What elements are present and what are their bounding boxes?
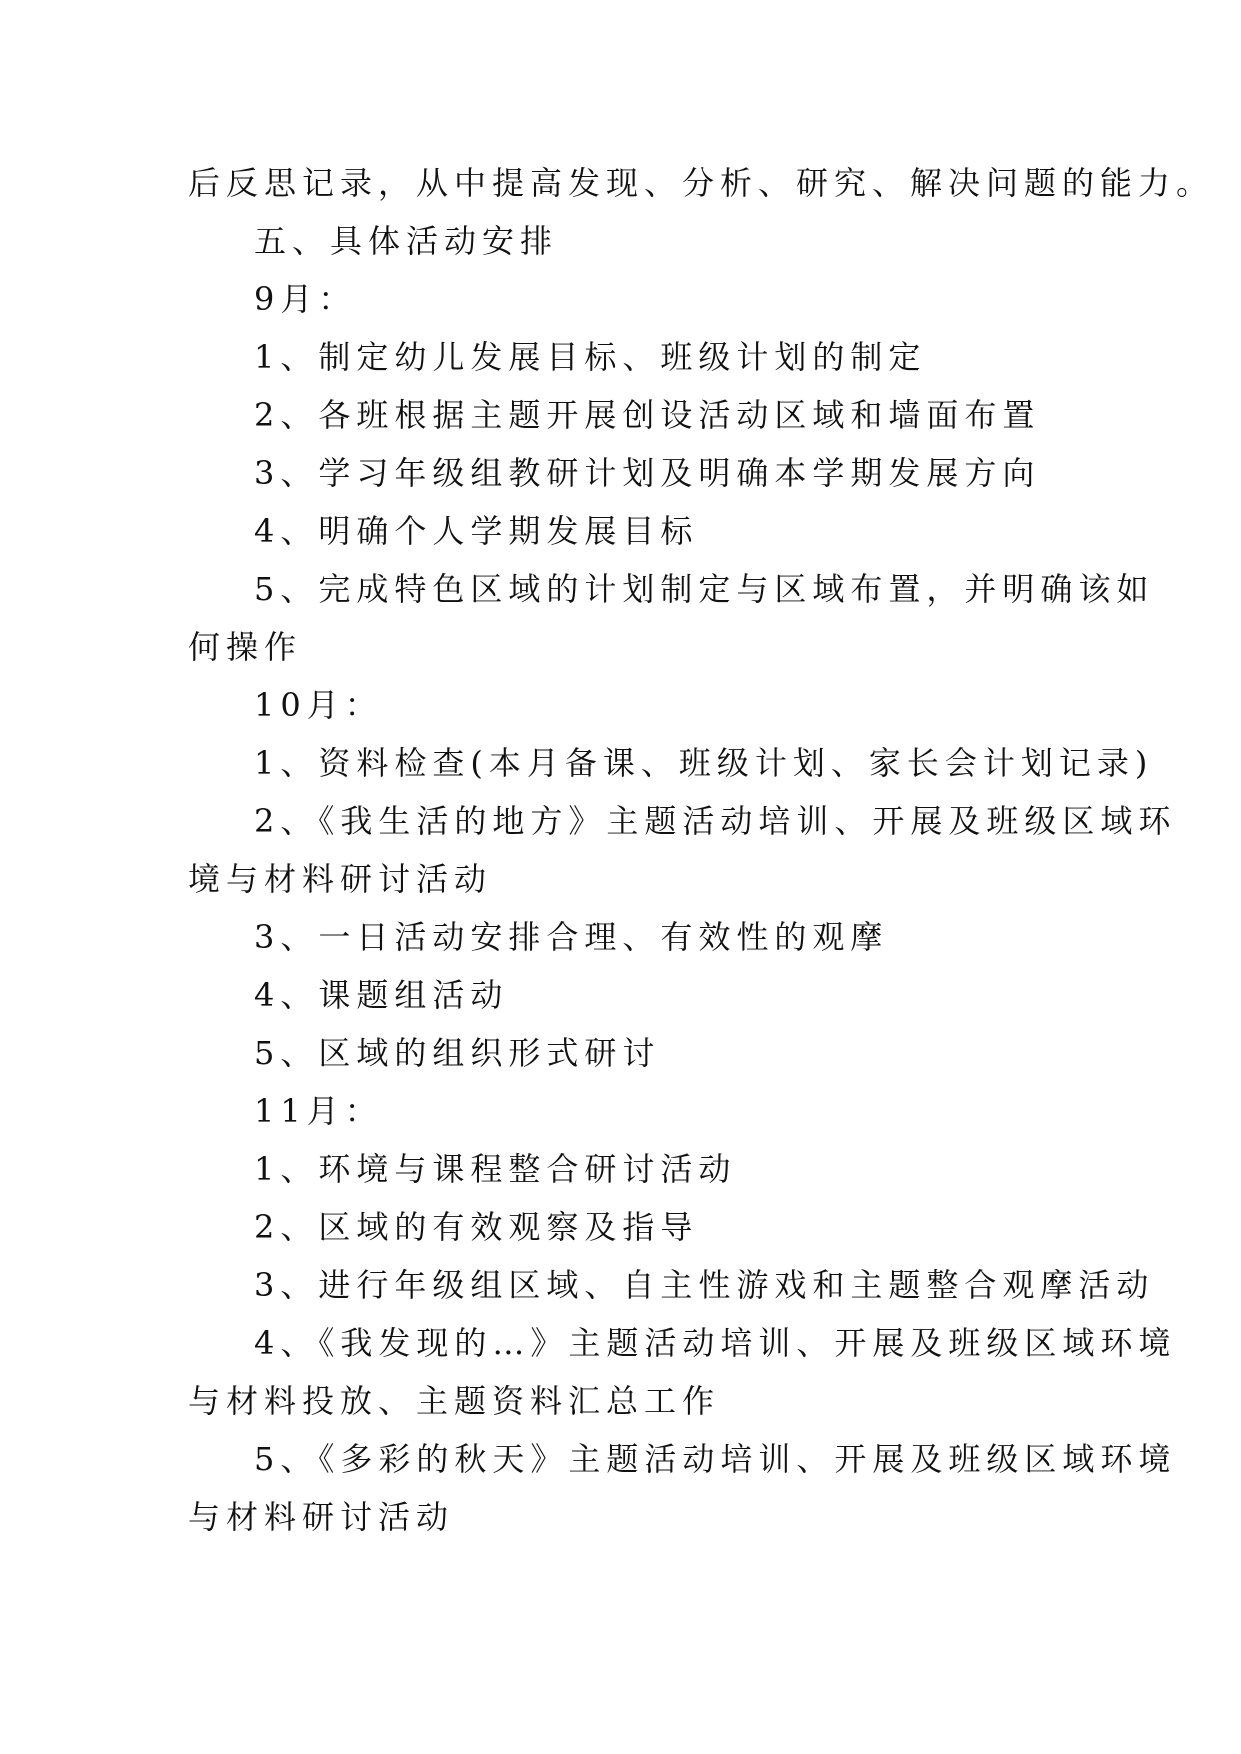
month-heading: 11月： [254, 1092, 383, 1130]
list-item: 4、课题组活动 [254, 976, 509, 1014]
list-item: 1、环境与课程整合研讨活动 [254, 1150, 737, 1188]
list-item: 4、《我发现的…》主题活动培训、开展及班级区域环境 [254, 1324, 1177, 1362]
list-item: 1、资料检查(本月备课、班级计划、家长会计划记录) [254, 744, 1154, 782]
list-item: 2、各班根据主题开展创设活动区域和墙面布置 [254, 396, 1041, 434]
list-item: 4、明确个人学期发展目标 [254, 512, 699, 550]
list-item: 2、《我生活的地方》主题活动培训、开展及班级区域环 [254, 802, 1177, 840]
list-item: 3、一日活动安排合理、有效性的观摩 [254, 918, 889, 956]
list-item: 5、《多彩的秋天》主题活动培训、开展及班级区域环境 [254, 1440, 1177, 1478]
list-item: 3、进行年级组区域、自主性游戏和主题整合观摩活动 [254, 1266, 1155, 1304]
list-item-continuation: 境与材料研讨活动 [188, 860, 493, 898]
list-item: 3、学习年级组教研计划及明确本学期发展方向 [254, 454, 1041, 492]
month-heading: 9月： [254, 280, 357, 318]
list-item-continuation: 与材料研讨活动 [188, 1498, 455, 1536]
list-item: 2、区域的有效观察及指导 [254, 1208, 699, 1246]
section-heading: 五、具体活动安排 [254, 222, 559, 260]
text-line: 后反思记录，从中提高发现、分析、研究、解决问题的能力。 [188, 164, 1215, 202]
month-heading: 10月： [254, 686, 383, 724]
list-item: 5、完成特色区域的计划制定与区域布置，并明确该如 [254, 570, 1155, 608]
list-item: 5、区域的组织形式研讨 [254, 1034, 661, 1072]
list-item-continuation: 与材料投放、主题资料汇总工作 [188, 1382, 721, 1420]
list-item: 1、制定幼儿发展目标、班级计划的制定 [254, 338, 927, 376]
list-item-continuation: 何操作 [188, 628, 303, 666]
